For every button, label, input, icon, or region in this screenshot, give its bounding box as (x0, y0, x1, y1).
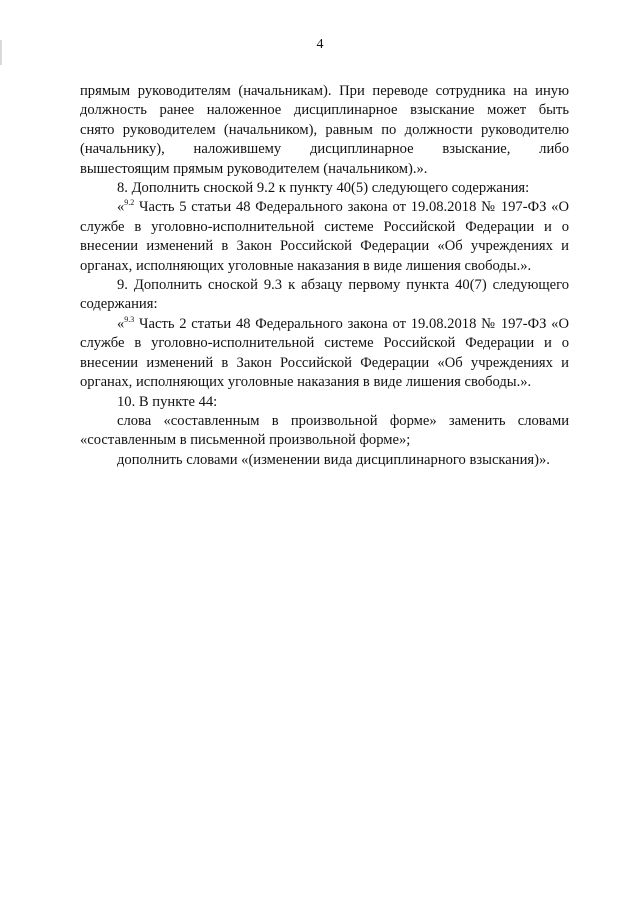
item-10-subparagraph-a: слова «составленным в произвольной форме» заменить словами «составленным в письменной произвольной форме»; (80, 412, 569, 449)
paragraph-line: должность ранее наложенное дисциплинарное взыскание может быть (80, 102, 569, 119)
footnote-9-2 (80, 198, 569, 276)
paragraph-line: снято руководителем (начальником), равным по должности руководителю (80, 121, 569, 138)
footnote-9-3 (80, 315, 569, 393)
footnote-open-quote: « (117, 199, 125, 216)
page-number: 4 (316, 37, 324, 52)
paragraph-line: прямым руководителям (начальникам). При переводе сотрудника на иную (80, 83, 569, 99)
footnote-text-9-2: Часть 5 статьи 48 Федерального закона от 19.08.2018 № 197-ФЗ «О службе в уголовно-исполнительной системе Российской Федерации и о внесении изменений в Закон Российской Федерации «Об учреждениях и органах, исполняющих уголовные наказания в виде лишения свободы.». (80, 199, 569, 274)
paragraph-line: вышестоящим прямым руководителем (начальником).». (80, 160, 428, 177)
footnote-mark-9-3: 9.3 (124, 314, 135, 324)
item-10: 10. В пункте 44: (117, 393, 218, 410)
footnote-text-9-3: Часть 2 статьи 48 Федерального закона от 19.08.2018 № 197-ФЗ «О службе в уголовно-исполнительной системе Российской Федерации и о внесении изменений в Закон Российской Федерации «Об учреждениях и органах, исполняющих уголовные наказания в виде лишения свободы.». (80, 315, 569, 391)
footnote-open-quote: « (117, 315, 125, 332)
paragraph-line: (начальнику), наложившему дисциплинарное взыскание, либо (80, 141, 569, 158)
item-10-subparagraph-b: дополнить словами «(изменении вида дисциплинарного взыскания)». (117, 451, 550, 468)
document-body (80, 82, 569, 470)
item-8: 8. Дополнить сноской 9.2 к пункту 40(5) следующего содержания: (117, 180, 530, 197)
footnote-mark-9-2: 9.2 (124, 198, 135, 208)
item-9: 9. Дополнить сноской 9.3 к абзацу первому пункта 40(7) следующего содержания: (80, 277, 569, 313)
paragraph-continuation (80, 82, 569, 179)
